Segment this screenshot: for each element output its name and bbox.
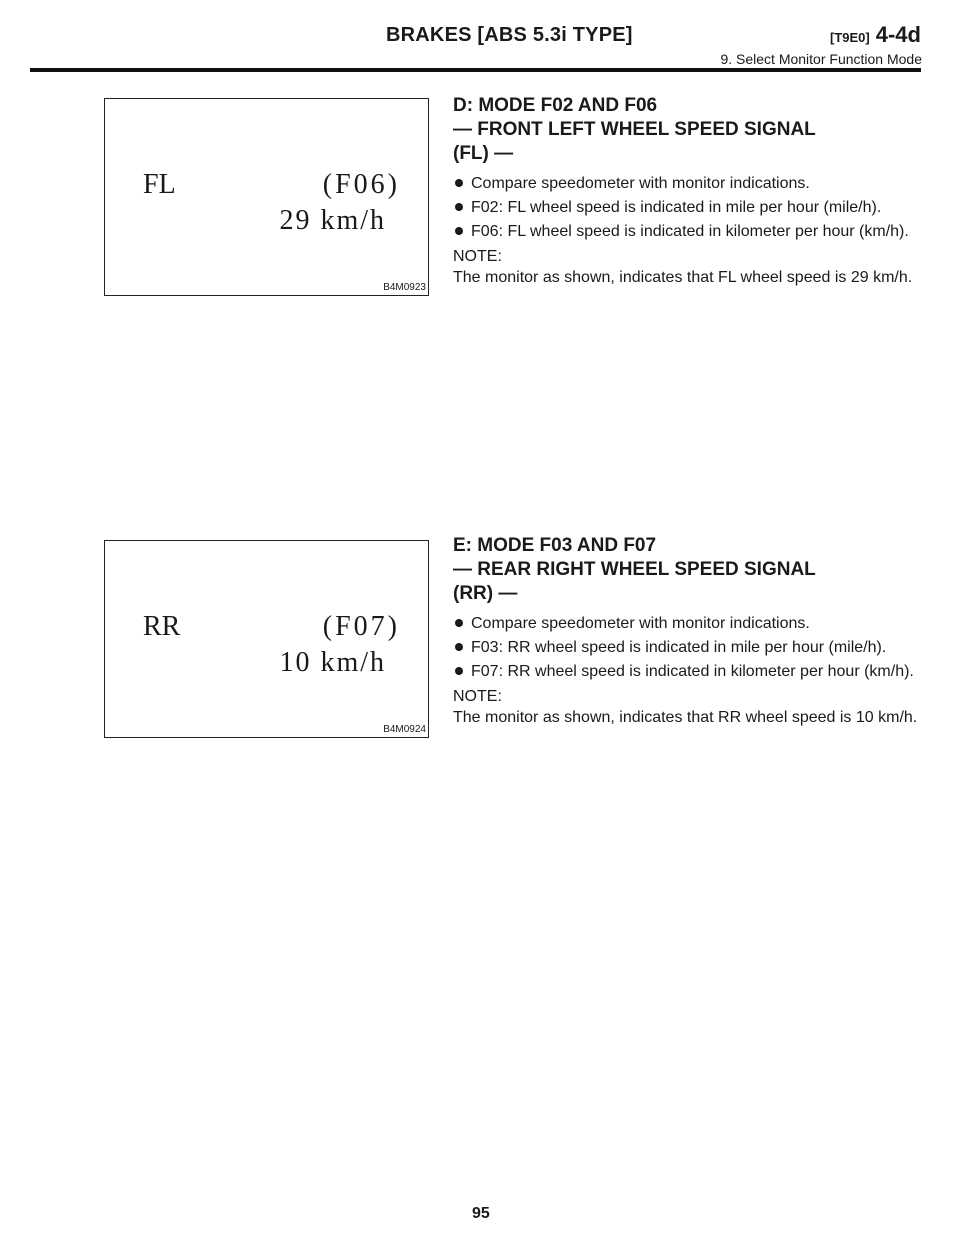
bullet-item: Compare speedometer with monitor indications. xyxy=(453,173,923,194)
monitor-speed-value: 29 km/h xyxy=(279,205,386,236)
figure-code: B4M0924 xyxy=(383,724,426,735)
page-header-subtitle: 9. Select Monitor Function Mode xyxy=(720,51,922,67)
section-code xyxy=(830,22,921,48)
monitor-mode-label: (F06) xyxy=(322,169,400,200)
section-mode-f02-f06 xyxy=(453,94,923,288)
section-heading-line: — REAR RIGHT WHEEL SPEED SIGNAL xyxy=(453,559,816,580)
section-heading xyxy=(453,94,923,166)
section-mode-f03-f07 xyxy=(453,534,923,728)
section-heading-line: — FRONT LEFT WHEEL SPEED SIGNAL xyxy=(453,119,816,140)
section-heading-line: E: MODE F03 AND F07 xyxy=(453,535,657,556)
note-label: NOTE: xyxy=(453,248,502,265)
section-heading xyxy=(453,534,923,606)
monitor-mode-label: (F07) xyxy=(322,611,400,642)
page-header-title: BRAKES [ABS 5.3i TYPE] xyxy=(386,24,633,46)
bullet-item: F07: RR wheel speed is indicated in kilometer per hour (km/h). xyxy=(453,661,923,682)
note-label: NOTE: xyxy=(453,688,502,705)
monitor-wheel-label: FL xyxy=(143,169,176,200)
section-heading-line: (RR) — xyxy=(453,583,518,604)
section-page-code: 4-4d xyxy=(875,22,921,47)
header-divider xyxy=(30,68,921,72)
section-code-id: [T9E0] xyxy=(830,30,870,45)
bullet-item: F03: RR wheel speed is indicated in mile per hour (mile/h). xyxy=(453,637,923,658)
monitor-figure-fl xyxy=(104,98,429,296)
page-number: 95 xyxy=(472,1205,490,1222)
monitor-wheel-label: RR xyxy=(143,611,181,642)
section-heading-line: (FL) — xyxy=(453,143,514,164)
bullet-item: F02: FL wheel speed is indicated in mile per hour (mile/h). xyxy=(453,197,923,218)
bullet-item: F06: FL wheel speed is indicated in kilometer per hour (km/h). xyxy=(453,221,923,242)
bullet-item: Compare speedometer with monitor indications. xyxy=(453,613,923,634)
note-text: The monitor as shown, indicates that RR wheel speed is 10 km/h. xyxy=(453,709,918,726)
monitor-speed-value: 10 km/h xyxy=(279,647,386,678)
monitor-figure-rr xyxy=(104,540,429,738)
section-heading-line: D: MODE F02 AND F06 xyxy=(453,95,658,116)
note-text: The monitor as shown, indicates that FL wheel speed is 29 km/h. xyxy=(453,269,913,286)
figure-code: B4M0923 xyxy=(383,282,426,293)
